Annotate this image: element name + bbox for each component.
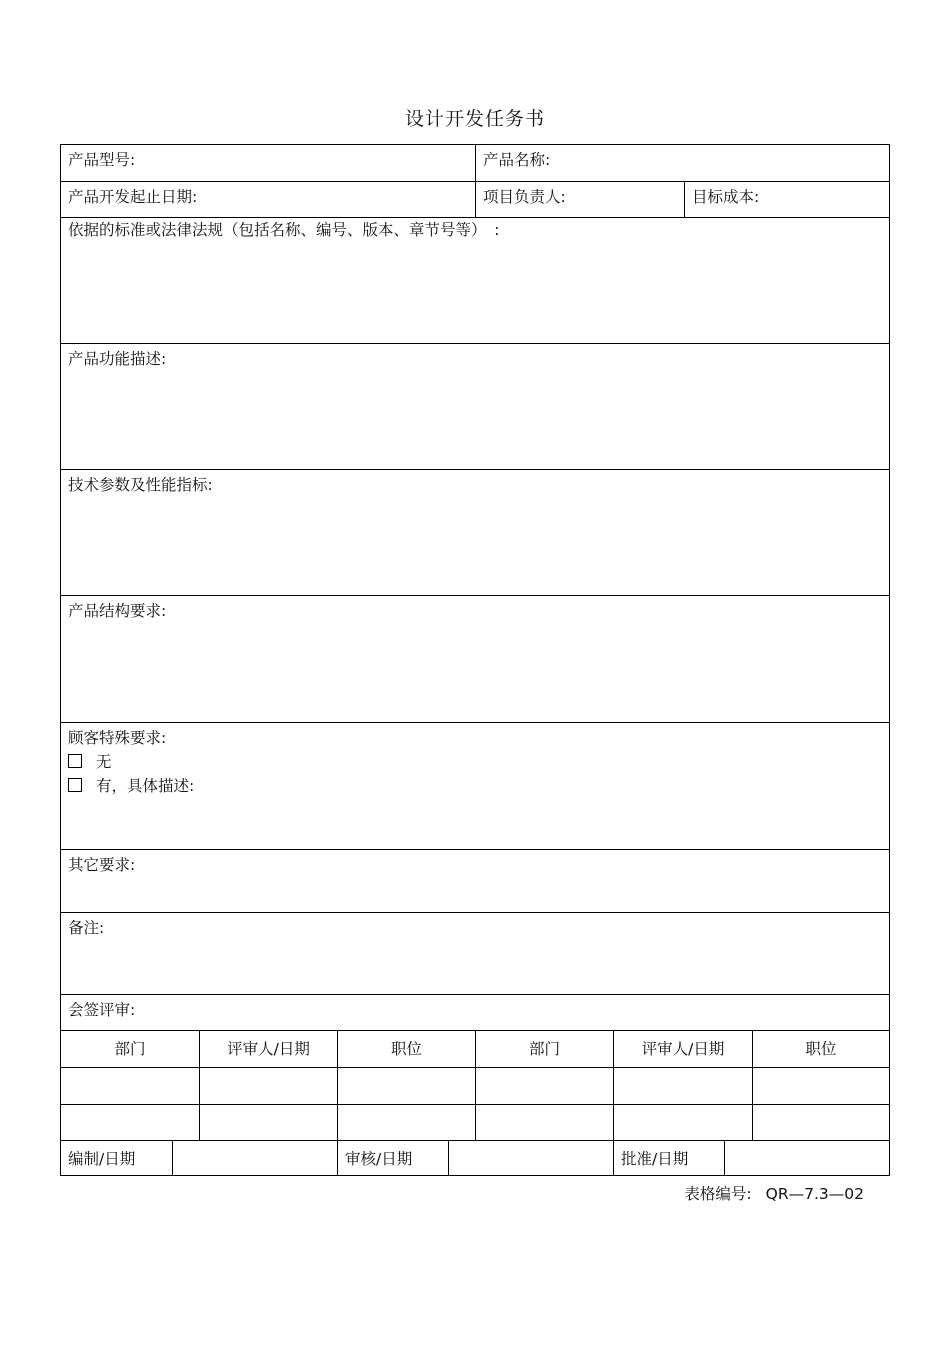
review-cell[interactable] bbox=[61, 1105, 199, 1140]
header-reviewer-date: 评审人/日期 bbox=[641, 1040, 725, 1058]
structure-section[interactable] bbox=[61, 596, 889, 722]
approved-label-cell bbox=[614, 1141, 724, 1176]
approved-field[interactable] bbox=[725, 1141, 889, 1176]
structure-label: 产品结构要求: bbox=[68, 602, 167, 620]
review-cell[interactable] bbox=[338, 1068, 475, 1104]
project-lead-label: 项目负责人: bbox=[483, 188, 566, 206]
countersign-label: 会签评审: bbox=[68, 1001, 136, 1019]
reviewed-field[interactable] bbox=[449, 1141, 613, 1176]
customer-req-label: 顾客特殊要求: bbox=[68, 729, 167, 747]
dev-dates-field[interactable] bbox=[61, 182, 475, 217]
review-cell[interactable] bbox=[200, 1068, 337, 1104]
standards-label: 依据的标准或法律法规（包括名称、编号、版本、章节号等） : bbox=[68, 221, 500, 239]
checkbox-none[interactable] bbox=[68, 754, 82, 768]
header-department: 部门 bbox=[114, 1040, 146, 1058]
standards-section[interactable] bbox=[61, 218, 889, 343]
review-cell[interactable] bbox=[61, 1068, 199, 1104]
approved-label: 批准/日期 bbox=[621, 1150, 689, 1168]
compiled-field[interactable] bbox=[173, 1141, 337, 1176]
review-cell[interactable] bbox=[753, 1105, 889, 1140]
tech-params-label: 技术参数及性能指标: bbox=[68, 476, 213, 494]
header-position: 职位 bbox=[390, 1040, 422, 1058]
product-name-field[interactable] bbox=[476, 145, 889, 181]
tech-params-section[interactable] bbox=[61, 470, 889, 595]
remarks-label: 备注: bbox=[68, 919, 105, 937]
other-req-label: 其它要求: bbox=[68, 856, 136, 874]
option-none[interactable] bbox=[68, 751, 112, 773]
review-cell[interactable] bbox=[476, 1105, 613, 1140]
target-cost-label: 目标成本: bbox=[692, 188, 760, 206]
dev-dates-label: 产品开发起止日期: bbox=[68, 188, 198, 206]
header-position: 职位 bbox=[805, 1040, 837, 1058]
product-model-label: 产品型号: bbox=[68, 151, 136, 169]
other-req-section[interactable] bbox=[61, 850, 889, 912]
product-name-label: 产品名称: bbox=[483, 151, 551, 169]
review-cell[interactable] bbox=[200, 1105, 337, 1140]
compiled-label: 编制/日期 bbox=[68, 1150, 136, 1168]
option-yes[interactable] bbox=[68, 775, 194, 797]
function-section[interactable] bbox=[61, 344, 889, 469]
reviewed-label: 审核/日期 bbox=[345, 1150, 413, 1168]
target-cost-field[interactable] bbox=[685, 182, 889, 217]
function-label: 产品功能描述: bbox=[68, 350, 167, 368]
remarks-section[interactable] bbox=[61, 913, 889, 994]
product-model-field[interactable] bbox=[61, 145, 475, 181]
review-cell[interactable] bbox=[338, 1105, 475, 1140]
option-none-label: 无 bbox=[96, 753, 112, 771]
review-cell[interactable] bbox=[476, 1068, 613, 1104]
form-title: 设计开发任务书 bbox=[404, 108, 545, 130]
header-department: 部门 bbox=[528, 1040, 560, 1058]
checkbox-yes[interactable] bbox=[68, 778, 82, 792]
review-cell[interactable] bbox=[614, 1105, 752, 1140]
form-number-label: 表格编号: bbox=[684, 1185, 752, 1203]
reviewed-label-cell bbox=[338, 1141, 448, 1176]
review-cell[interactable] bbox=[753, 1068, 889, 1104]
review-cell[interactable] bbox=[614, 1068, 752, 1104]
project-lead-field[interactable] bbox=[476, 182, 684, 217]
task-form bbox=[60, 144, 890, 1176]
form-number-code: QR—7.3—02 bbox=[765, 1185, 864, 1203]
countersign-row bbox=[61, 995, 889, 1030]
header-reviewer-date: 评审人/日期 bbox=[227, 1040, 310, 1058]
option-yes-label: 有，具体描述: bbox=[96, 777, 195, 795]
customer-req-section bbox=[61, 723, 889, 849]
compiled-label-cell bbox=[61, 1141, 172, 1176]
form-number bbox=[600, 1182, 864, 1204]
